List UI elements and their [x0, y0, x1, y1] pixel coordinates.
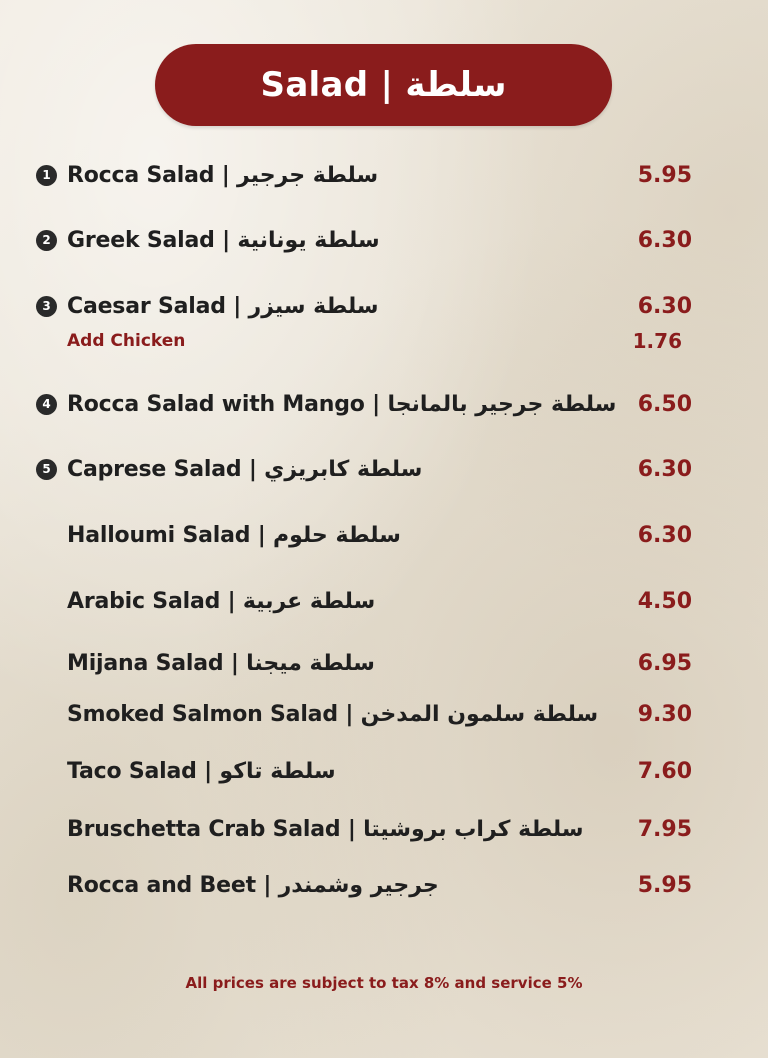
item-name: Rocca and Beet | جرجير وشمندر	[67, 873, 439, 898]
item-price: 6.30	[637, 228, 692, 253]
item-price: 4.50	[637, 589, 692, 614]
item-price: 6.30	[637, 294, 692, 319]
item-name: Mijana Salad | سلطة ميجنا	[67, 651, 375, 676]
menu-item-rocca-salad-mango	[36, 385, 692, 425]
item-price: 9.30	[637, 702, 692, 727]
tax-service-note: All prices are subject to tax 8% and service 5%	[185, 974, 583, 992]
item-number-badge: 3	[36, 296, 57, 317]
menu-item-greek-salad	[36, 221, 692, 261]
menu-item-taco-salad	[36, 752, 692, 792]
item-price: 5.95	[637, 873, 692, 898]
menu-item-rocca-and-beet	[36, 866, 692, 906]
menu-item-addon	[67, 328, 682, 354]
section-title: Salad | سلطة	[260, 65, 507, 105]
item-price: 5.95	[637, 163, 692, 188]
item-name: Smoked Salmon Salad | سلطة سلمون المدخن	[67, 702, 599, 727]
menu-item-caprese-salad	[36, 450, 692, 490]
item-name: Halloumi Salad | سلطة حلوم	[67, 523, 401, 548]
item-price: 7.95	[637, 817, 692, 842]
item-price: 7.60	[637, 759, 692, 784]
menu-item-caesar-salad	[36, 287, 692, 327]
menu-item-smoked-salmon-salad	[36, 695, 692, 735]
item-price: 6.30	[637, 457, 692, 482]
addon-price: 1.76	[632, 329, 682, 353]
item-number-badge: 1	[36, 165, 57, 186]
menu-item-bruschetta-crab-salad	[36, 810, 692, 850]
item-name: Rocca Salad with Mango | سلطة جرجير بالمانجا	[67, 392, 617, 417]
menu-item-arabic-salad	[36, 582, 692, 622]
menu-item-mijana-salad	[36, 644, 692, 684]
item-number-badge: 2	[36, 230, 57, 251]
item-name: Bruschetta Crab Salad | سلطة كراب بروشيتا	[67, 817, 584, 842]
item-price: 6.50	[637, 392, 692, 417]
item-number-badge: 5	[36, 459, 57, 480]
item-name: Caprese Salad | سلطة كابريزي	[67, 457, 423, 482]
menu-item-halloumi-salad	[36, 516, 692, 556]
addon-label: Add Chicken	[67, 331, 186, 351]
section-title-banner	[155, 44, 612, 126]
item-price: 6.95	[637, 651, 692, 676]
item-name: Rocca Salad | سلطة جرجير	[67, 163, 379, 188]
item-price: 6.30	[637, 523, 692, 548]
item-name: Greek Salad | سلطة يونانية	[67, 228, 380, 253]
item-number-badge: 4	[36, 394, 57, 415]
item-name: Arabic Salad | سلطة عربية	[67, 589, 376, 614]
item-name: Caesar Salad | سلطة سيزر	[67, 294, 379, 319]
item-name: Taco Salad | سلطة تاكو	[67, 759, 336, 784]
menu-item-rocca-salad	[36, 156, 692, 196]
